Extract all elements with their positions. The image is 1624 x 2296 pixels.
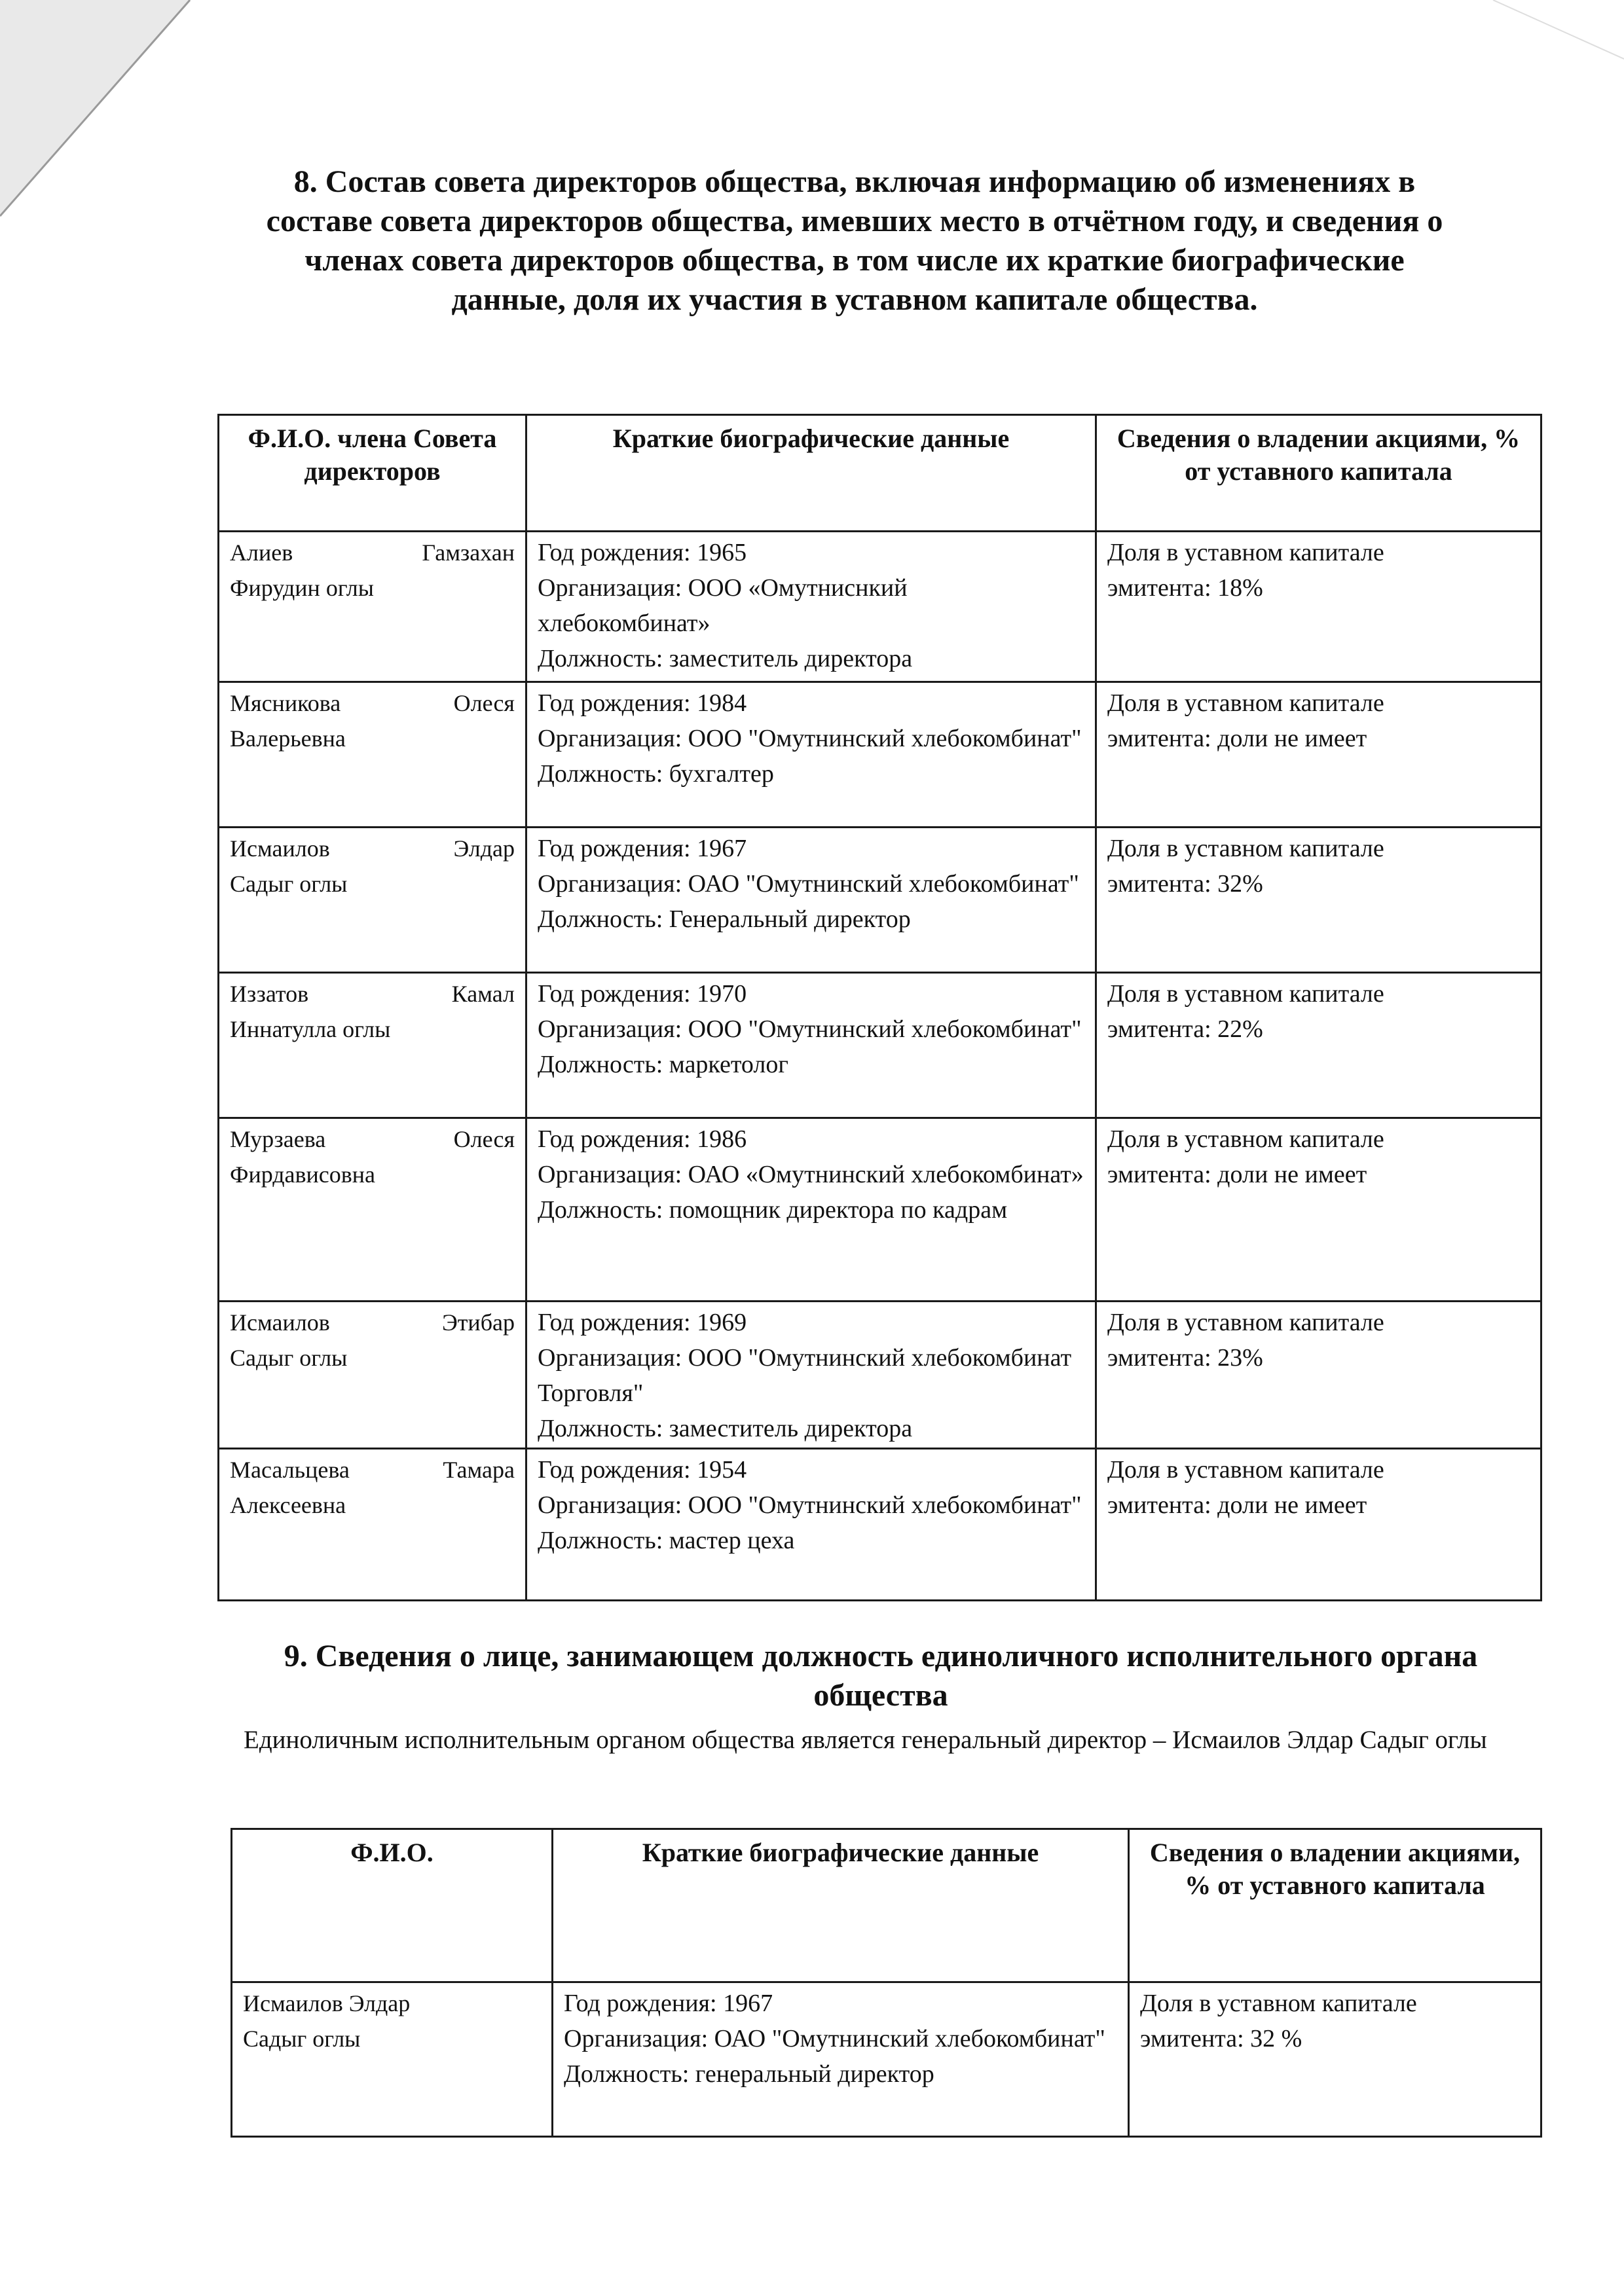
table-row xyxy=(219,1302,1541,1449)
share-label: Доля в уставном капитале xyxy=(1107,1309,1384,1336)
member-patronymic: Фирудин оглы xyxy=(230,575,374,601)
member-bio-cell xyxy=(526,532,1096,682)
member-bio-cell xyxy=(526,828,1096,973)
share-value: эмитента: доли не имеет xyxy=(1107,1491,1367,1519)
organization: Организация: ООО "Омутнинский хлебокомбинат" xyxy=(538,725,1082,752)
member-bio-cell xyxy=(526,1449,1096,1601)
section-9-intro: Единоличным исполнительным органом общества является генеральный директор – Исмаилов Элдар Садыг оглы xyxy=(244,1726,1487,1754)
member-bio-cell xyxy=(526,1302,1096,1449)
member-name-cell xyxy=(219,1302,526,1449)
director-surname-name: Исмаилов Элдар xyxy=(243,1990,411,2016)
organization: Организация: ООО «Омутниснкий хлебокомбинат» xyxy=(538,574,908,637)
organization: Организация: ОАО "Омутнинский хлебокомбинат" xyxy=(538,870,1079,898)
director-name-cell xyxy=(232,1982,553,2137)
organization: Организация: ООО "Омутнинский хлебокомбинат" xyxy=(538,1491,1082,1519)
member-name-cell xyxy=(219,682,526,828)
member-surname-name: Мурзаева Олеся xyxy=(230,1126,515,1152)
member-patronymic: Алексеевна xyxy=(230,1492,346,1518)
birth-year: Год рождения: 1954 xyxy=(538,1456,747,1484)
member-share-cell xyxy=(1096,828,1541,973)
position: Должность: мастер цеха xyxy=(538,1527,795,1554)
position: Должность: заместитель директора xyxy=(538,1415,913,1442)
member-surname-name: Масальцева Тамара xyxy=(230,1457,515,1483)
director-bio-cell xyxy=(553,1982,1129,2137)
member-bio-cell xyxy=(526,1118,1096,1302)
share-label: Доля в уставном капитале xyxy=(1107,689,1384,717)
share-value: эмитента: доли не имеет xyxy=(1107,725,1367,752)
member-surname-name: Исмаилов Элдар xyxy=(230,835,515,862)
member-share-cell xyxy=(1096,1449,1541,1601)
share-value: эмитента: доли не имеет xyxy=(1107,1161,1367,1188)
share-label: Доля в уставном капитале xyxy=(1107,1456,1384,1484)
share-value: эмитента: 32 % xyxy=(1140,2025,1302,2052)
position: Должность: Генеральный директор xyxy=(538,905,911,933)
table-row xyxy=(219,1118,1541,1302)
position: Должность: заместитель директора xyxy=(538,645,913,672)
board-of-directors-table xyxy=(217,414,1542,1601)
member-patronymic: Садыг оглы xyxy=(230,1345,348,1371)
organization: Организация: ООО "Омутнинский хлебокомбинат Торговля" xyxy=(538,1344,1072,1407)
share-label: Доля в уставном капитале xyxy=(1107,1125,1384,1153)
position: Должность: маркетолог xyxy=(538,1051,788,1078)
organization: Организация: ООО "Омутнинский хлебокомбинат" xyxy=(538,1015,1082,1043)
share-value: эмитента: 32% xyxy=(1107,870,1263,898)
birth-year: Год рождения: 1970 xyxy=(538,980,747,1008)
table-row xyxy=(219,973,1541,1118)
birth-year: Год рождения: 1967 xyxy=(538,835,747,862)
director-patronymic: Садыг оглы xyxy=(243,2026,361,2052)
table-row xyxy=(219,532,1541,682)
organization: Организация: ОАО «Омутнинский хлебокомбинат» xyxy=(538,1161,1084,1188)
member-share-cell xyxy=(1096,532,1541,682)
member-bio-cell xyxy=(526,682,1096,828)
member-name-cell xyxy=(219,973,526,1118)
member-patronymic: Фирдависовна xyxy=(230,1161,376,1188)
table-row xyxy=(219,1449,1541,1601)
director-share-cell xyxy=(1129,1982,1541,2137)
table-header-row xyxy=(232,1829,1541,1982)
section-9-heading: 9. Сведения о лице, занимающем должность единоличного исполнительного органа общества xyxy=(284,1639,1478,1713)
position: Должность: бухгалтер xyxy=(538,760,774,788)
member-name-cell xyxy=(219,532,526,682)
member-surname-name: Исмаилов Этибар xyxy=(230,1309,515,1336)
share-label: Доля в уставном капитале xyxy=(1107,539,1384,566)
birth-year: Год рождения: 1965 xyxy=(538,539,747,566)
table-row xyxy=(219,682,1541,828)
member-bio-cell xyxy=(526,973,1096,1118)
column-header-name: Ф.И.О. члена Совета директоров xyxy=(219,415,526,532)
birth-year: Год рождения: 1967 xyxy=(564,1990,773,2017)
member-name-cell xyxy=(219,828,526,973)
member-surname-name: Иззатов Камал xyxy=(230,981,515,1007)
birth-year: Год рождения: 1969 xyxy=(538,1309,747,1336)
column-header-shares: Сведения о владении акциями, % от уставного капитала xyxy=(1096,415,1541,532)
member-patronymic: Иннатулла оглы xyxy=(230,1016,391,1042)
member-name-cell xyxy=(219,1449,526,1601)
birth-year: Год рождения: 1986 xyxy=(538,1125,747,1153)
share-value: эмитента: 18% xyxy=(1107,574,1263,602)
member-patronymic: Садыг оглы xyxy=(230,871,348,897)
member-share-cell xyxy=(1096,973,1541,1118)
share-value: эмитента: 23% xyxy=(1107,1344,1263,1372)
member-share-cell xyxy=(1096,1118,1541,1302)
member-share-cell xyxy=(1096,682,1541,828)
position: Должность: помощник директора по кадрам xyxy=(538,1196,1008,1224)
share-value: эмитента: 22% xyxy=(1107,1015,1263,1043)
position: Должность: генеральный директор xyxy=(564,2060,934,2088)
table-row xyxy=(219,828,1541,973)
column-header-bio: Краткие биографические данные xyxy=(526,415,1096,532)
section-8-heading: 8. Состав совета директоров общества, включая информацию об изменениях в составе совета директоров общества, имевших место в отчётном году, и сведения о членах совета директоров общества, в том числе их краткие биографические данные, доля их участия в уставном капитале общества. xyxy=(266,164,1443,317)
organization: Организация: ОАО "Омутнинский хлебокомбинат" xyxy=(564,2025,1105,2052)
table-header-row xyxy=(219,415,1541,532)
executive-table xyxy=(231,1828,1542,2138)
member-name-cell xyxy=(219,1118,526,1302)
member-patronymic: Валерьевна xyxy=(230,725,346,752)
column-header-name: Ф.И.О. xyxy=(232,1829,553,1982)
member-surname-name: Алиев Гамзахан xyxy=(230,539,515,566)
share-label: Доля в уставном капитале xyxy=(1107,835,1384,862)
column-header-shares: Сведения о владении акциями, % от уставного капитала xyxy=(1129,1829,1541,1982)
column-header-bio: Краткие биографические данные xyxy=(553,1829,1129,1982)
share-label: Доля в уставном капитале xyxy=(1140,1990,1417,2017)
member-surname-name: Мясникова Олеся xyxy=(230,690,515,716)
table-row xyxy=(232,1982,1541,2137)
member-share-cell xyxy=(1096,1302,1541,1449)
share-label: Доля в уставном капитале xyxy=(1107,980,1384,1008)
birth-year: Год рождения: 1984 xyxy=(538,689,747,717)
